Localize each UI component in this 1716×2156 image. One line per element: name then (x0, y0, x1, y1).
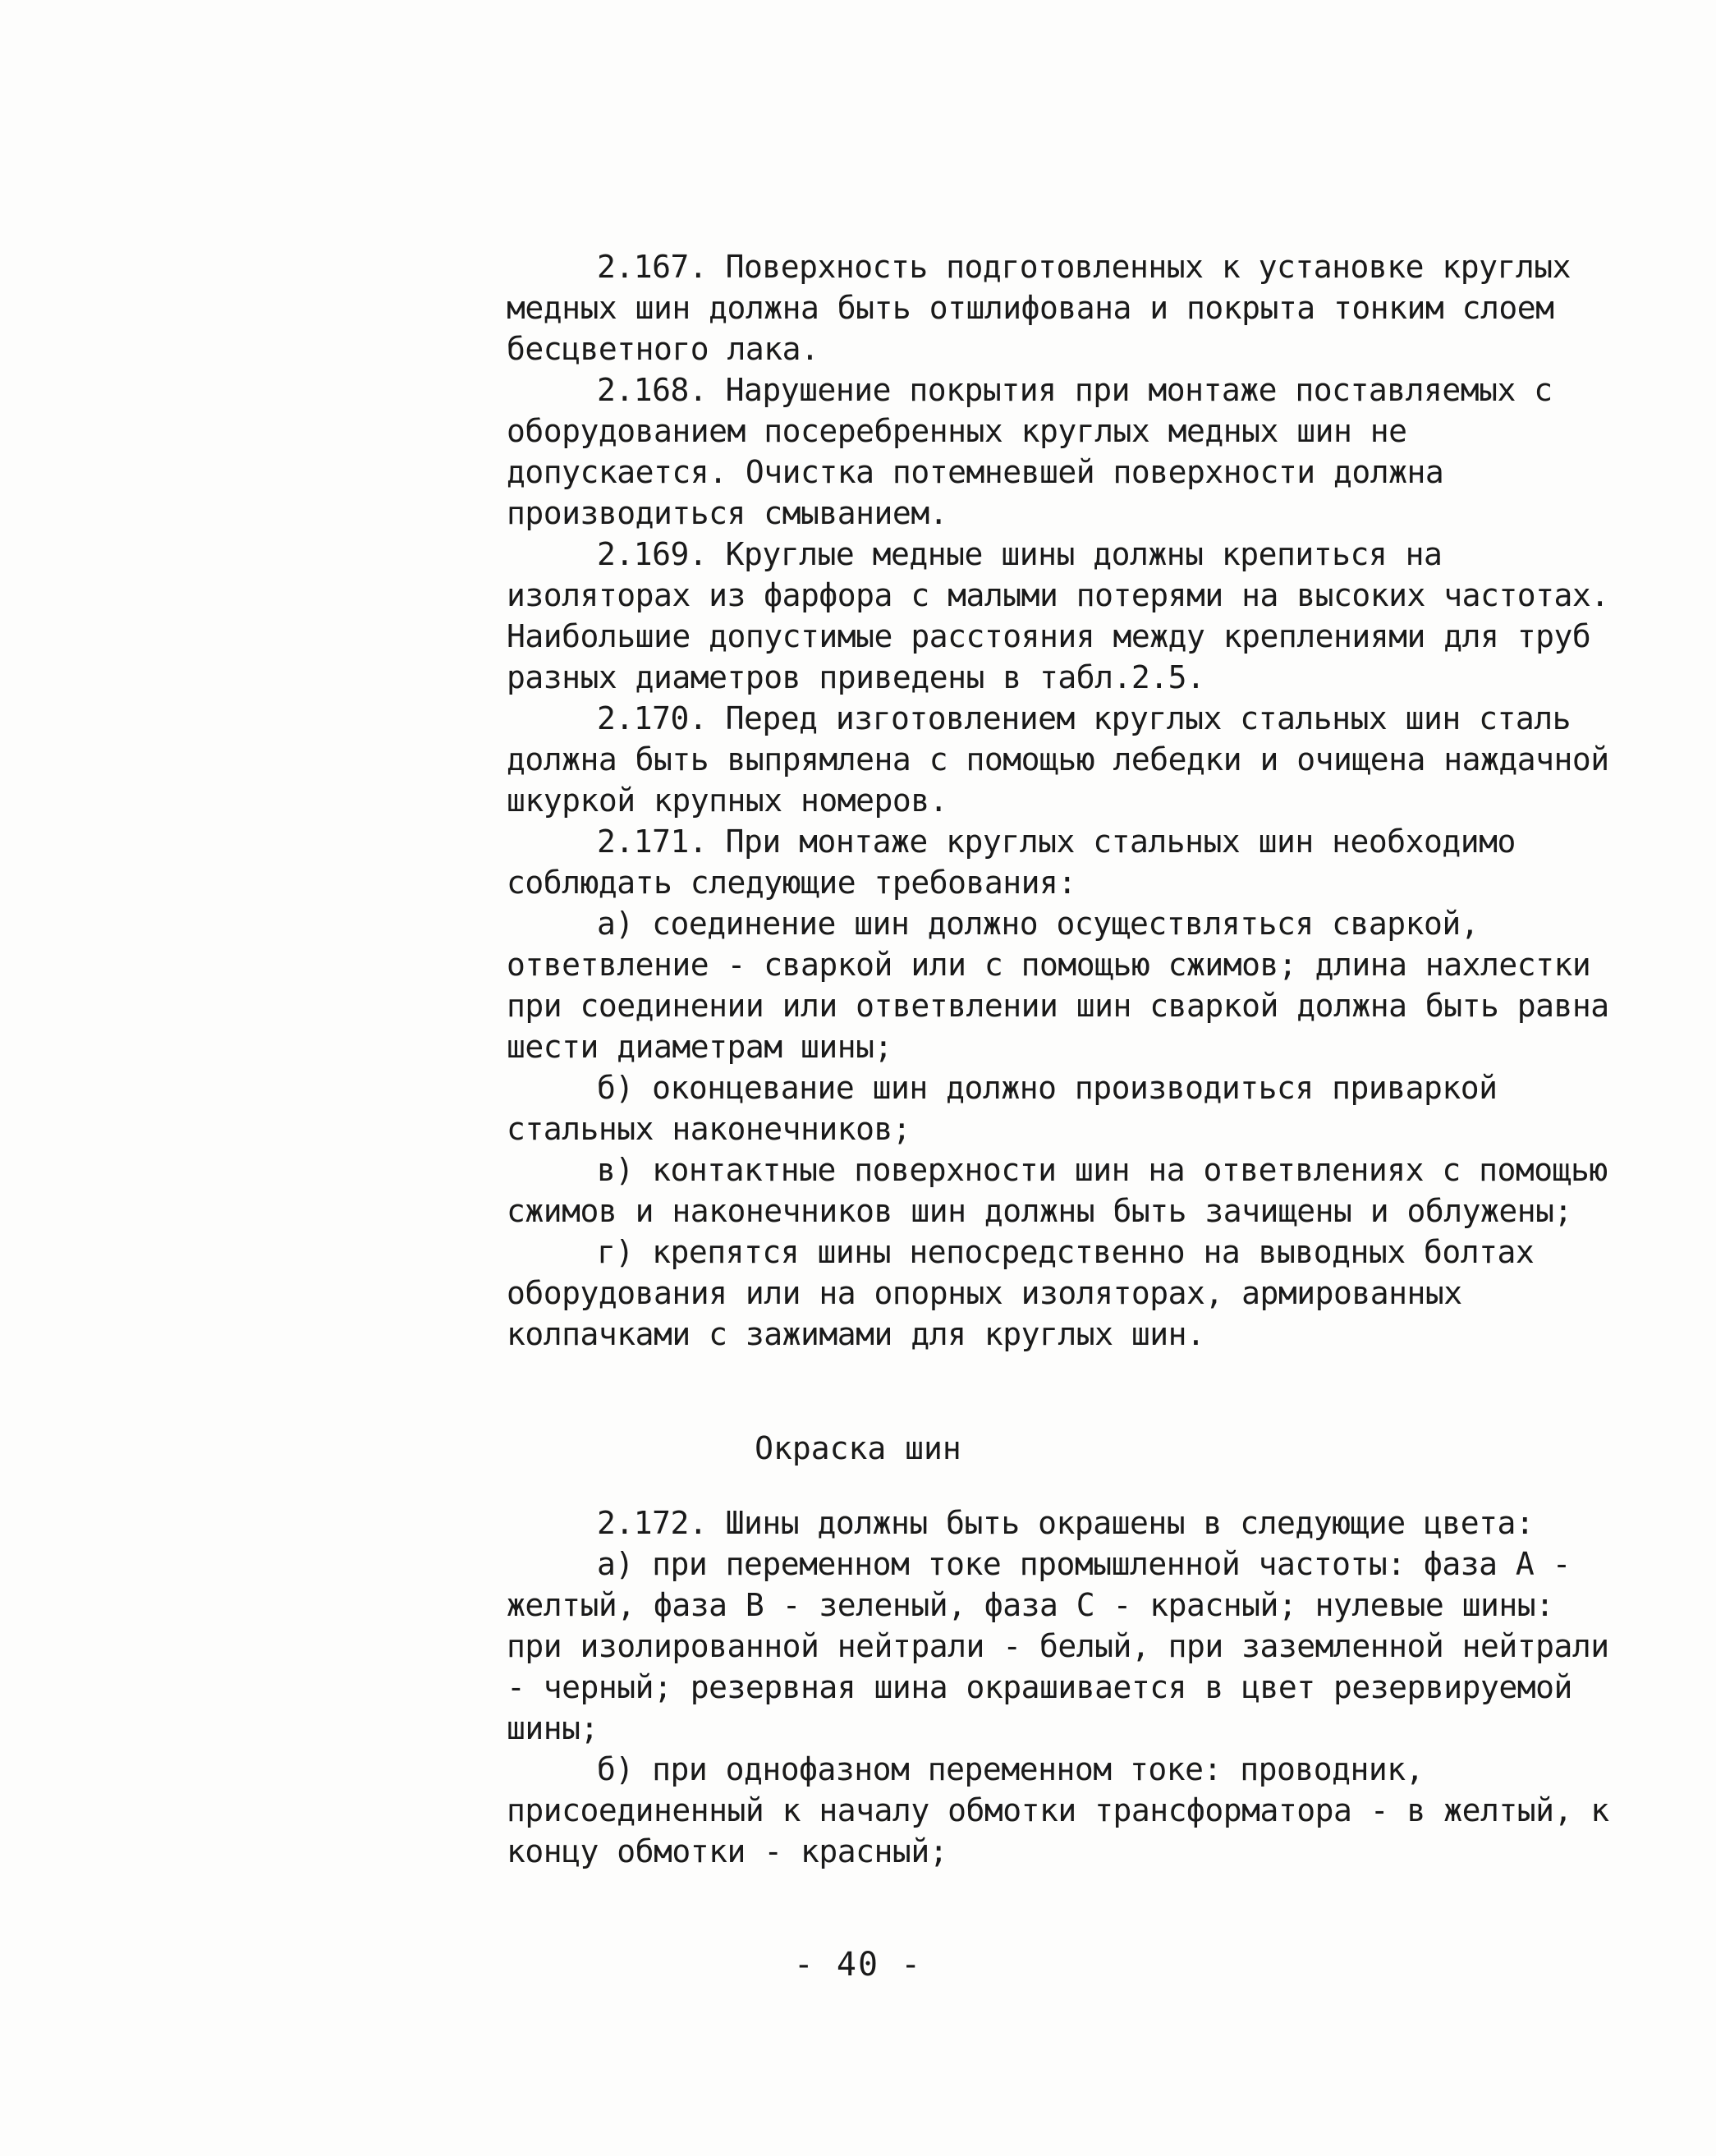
list-item-2-172-b: б) при однофазном переменном токе: проводник, присоединенный к началу обмотки трансформатора - в желтый, к концу обмотки - красный; (507, 1751, 1609, 1869)
main-text (507, 246, 1623, 1355)
list-item-2-171-v: в) контактные поверхности шин на ответвлениях с помощью сжимов и наконечников шин должны быть зачищены и облужены; (507, 1152, 1608, 1229)
paragraph-2-172: 2.172. Шины должны быть окрашены в следующие цвета: (597, 1505, 1535, 1541)
section-heading: Окраска шин (755, 1430, 961, 1466)
paragraph-2-171: 2.171. При монтаже круглых стальных шин необходимо соблюдать следующие требования: (507, 823, 1516, 901)
section-text (507, 1502, 1623, 1872)
list-item-2-171-a: а) соединение шин должно осуществляться сваркой, ответвление - сваркой или с помощью сжимов; длина нахлестки при соединении или ответвлении шин сваркой должна быть равна шести диаметрам шины; (507, 906, 1609, 1065)
paragraph-2-170: 2.170. Перед изготовлением круглых стальных шин сталь должна быть выпрямлена с помощью лебедки и очищена наждачной шкуркой крупных номеров. (507, 700, 1609, 819)
list-item-2-171-g: г) крепятся шины непосредственно на выводных болтах оборудования или на опорных изоляторах, армированных колпачками с зажимами для круглых шин. (507, 1234, 1535, 1352)
paragraph-2-167: 2.167. Поверхность подготовленных к установке круглых медных шин должна быть отшлифована и покрыта тонким слоем бесцветного лака. (507, 249, 1571, 367)
page-number: - 40 - (793, 1946, 923, 1984)
paragraph-2-168: 2.168. Нарушение покрытия при монтаже поставляемых с оборудованием посеребренных круглых медных шин не допускается. Очистка потемневшей поверхности должна производиться смыванием. (507, 372, 1553, 531)
list-item-2-172-a: а) при переменном токе промышленной частоты: фаза А - желтый, фаза В - зеленый, фаза С - красный; нулевые шины: при изолированной нейтрали - белый, при заземленной нейтрали - черный; резервная шина окрашивается в цвет резервируемой шины; (507, 1546, 1609, 1746)
paragraph-2-169: 2.169. Круглые медные шины должны крепиться на изоляторах из фарфора с малыми потерями на высоких частотах. Наибольшие допустимые расстояния между креплениями для труб разных диаметров приведены в табл.2.5. (507, 536, 1609, 695)
list-item-2-171-b: б) оконцевание шин должно производиться приваркой стальных наконечников; (507, 1070, 1498, 1147)
